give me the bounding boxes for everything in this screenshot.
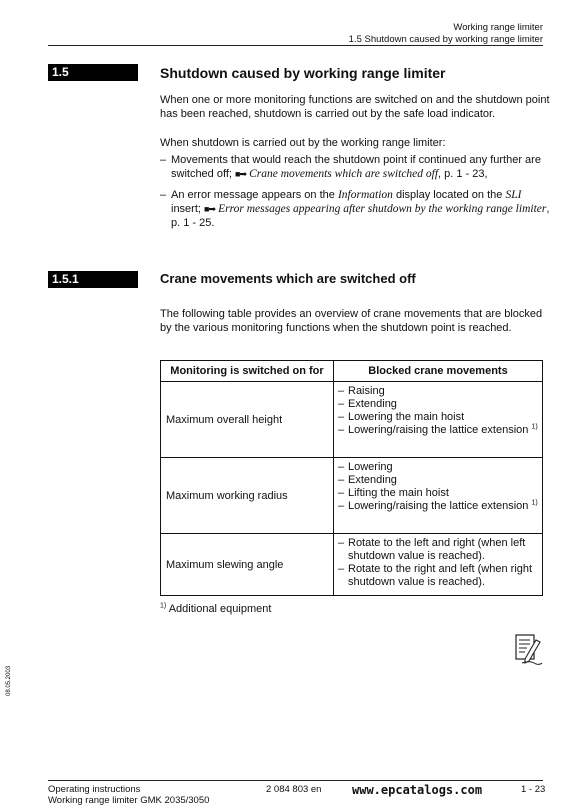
revision-date: 08.05.2003 — [6, 665, 12, 696]
movement-item: – Lifting the main hoist — [338, 487, 449, 499]
list-item-text: insert; — [171, 203, 201, 215]
footer-website: www.epcatalogs.com — [352, 783, 483, 797]
header-divider — [48, 45, 543, 46]
footer-page-number: 1 - 23 — [521, 784, 546, 795]
movement-item: – Lowering/raising the lattice extension $^{1)}$ — [338, 499, 538, 512]
cross-reference-link[interactable]: Error messages appearing after shutdown by the working range limiter — [218, 203, 547, 215]
cross-reference-page: , p. 1 - 23, — [438, 168, 488, 180]
note-pencil-icon — [514, 634, 544, 666]
dash-marker: – — [160, 189, 167, 201]
list-item — [160, 188, 550, 230]
dash-marker: – — [160, 154, 167, 166]
movement-item: – Lowering/raising the lattice extension $^{1)}$ — [338, 423, 538, 436]
footer-document-number: 2 084 803 en — [266, 784, 322, 795]
cross-reference-page: , p. 1 - 25. — [171, 203, 550, 229]
header-section: 1.5 Shutdown caused by working range limiter — [348, 34, 543, 45]
blocked-movements-table — [160, 360, 543, 596]
section-title: Shutdown caused by working range limiter — [160, 65, 446, 81]
footnote-marker: 1) — [531, 499, 538, 507]
footer-manual-title: Working range limiter GMK 2035/3050 — [48, 795, 210, 806]
movement-item: – Rotate to the right and left (when right shutdown value is reached). — [338, 563, 533, 588]
table-row — [161, 458, 543, 534]
list-item-text: display located on the — [395, 189, 503, 201]
blocked-movements — [334, 458, 543, 534]
subsection-intro: The following table provides an overview of crane movements that are blocked by the various monitoring functions when the shutdown point is reached. — [160, 308, 543, 334]
movement-item: – Raising — [338, 385, 385, 397]
footer-manual-type: Operating instructions — [48, 784, 141, 795]
footnote-marker: 1) — [531, 423, 538, 431]
section-number-bar: 1.5 — [48, 64, 138, 81]
cross-reference-arrow-icon: ■➡ — [204, 204, 216, 214]
list-item — [160, 153, 550, 181]
table-row — [161, 534, 543, 596]
movement-item: – Extending — [338, 398, 397, 410]
list-item-text: Movements that would reach the shutdown point if continued any further are switched off; — [171, 154, 541, 180]
movement-item: – Extending — [338, 474, 397, 486]
subsection-title: Crane movements which are switched off — [160, 271, 416, 286]
cross-reference-arrow-icon: ■➡ — [235, 169, 246, 179]
column-header-blocked: Blocked crane movements — [334, 361, 543, 382]
display-name: Information — [337, 189, 393, 201]
movement-item: – Rotate to the left and right (when left shutdown value is reached). — [338, 537, 526, 562]
insert-name: SLI — [505, 189, 522, 201]
column-header-monitoring: Monitoring is switched on for — [161, 361, 334, 382]
blocked-movements — [334, 534, 543, 596]
section-paragraph-2: When shutdown is carried out by the working range limiter: — [160, 137, 446, 149]
list-item-text: An error message appears on the — [171, 189, 335, 201]
section-paragraph-1: When one or more monitoring functions are switched on and the shutdown point has been reached, shutdown is carried out by the safe load indicator. — [160, 94, 550, 120]
cross-reference-link[interactable]: Crane movements which are switched off — [249, 168, 439, 180]
footnote-text: Additional equipment — [168, 603, 272, 615]
footnote — [160, 603, 271, 615]
movement-item: – Lowering — [338, 461, 393, 473]
monitoring-function: Maximum working radius — [161, 458, 334, 534]
subsection-number-bar: 1.5.1 — [48, 271, 138, 288]
header-chapter: Working range limiter — [453, 22, 543, 33]
footnote-marker: 1) — [160, 602, 167, 610]
monitoring-function: Maximum overall height — [161, 382, 334, 458]
table-row — [161, 382, 543, 458]
table-header-row — [161, 361, 543, 382]
movement-item: – Lowering the main hoist — [338, 411, 465, 423]
footer-divider — [48, 780, 543, 781]
blocked-movements — [334, 382, 543, 458]
monitoring-function: Maximum slewing angle — [161, 534, 334, 596]
